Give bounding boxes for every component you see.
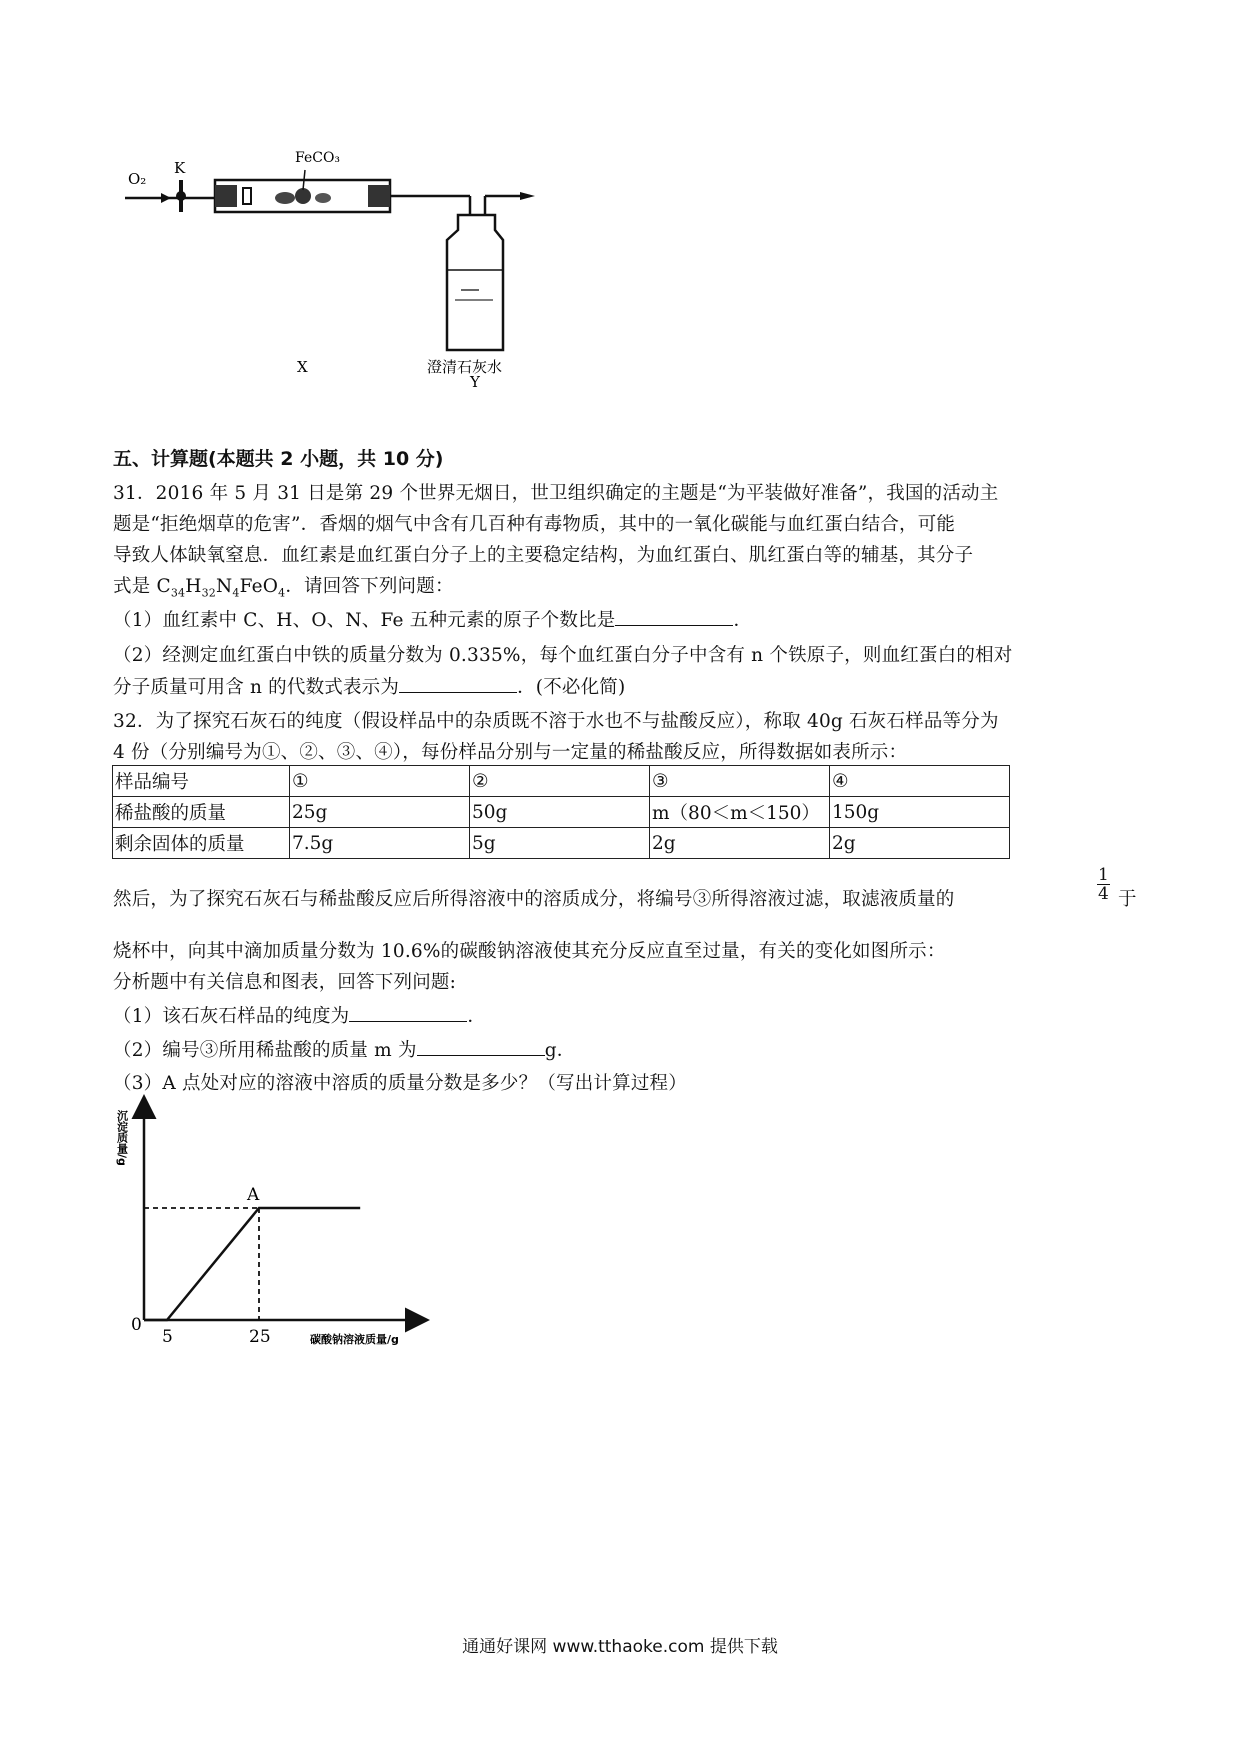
table-cell: ① xyxy=(290,766,470,797)
q31-line-4-suffix: ．请回答下列问题： xyxy=(285,576,454,597)
q32-part-1-end: ． xyxy=(467,1006,487,1027)
formula-sub-n: 4 xyxy=(232,586,240,600)
series-line xyxy=(144,1208,360,1320)
table-cell: 25g xyxy=(290,797,470,828)
table-cell: ③ xyxy=(650,766,830,797)
k-label: K xyxy=(174,159,186,177)
q31-line-2: 题是“拒绝烟草的危害”．香烟的烟气中含有几百种有毒物质，其中的一氧化碳能与血红蛋白结合，可能 xyxy=(113,514,956,535)
table-cell: 150g xyxy=(830,797,1010,828)
q31-part-2-text: 分子质量可用含 n 的代数式表示为 xyxy=(113,677,400,698)
q31-part-2-end: ．(不必化简) xyxy=(517,677,626,698)
y-axis-label: 沉淀质量/g xyxy=(115,1110,129,1166)
feco3-label: FeCO₃ xyxy=(295,150,341,166)
q32-part-1-text: （1）该石灰石样品的纯度为 xyxy=(113,1006,350,1027)
q32-after-line-1-end: 于 xyxy=(1118,889,1137,910)
q32-line-2: 4 份（分别编号为①、②、③、④），每份样品分别与一定量的稀盐酸反应，所得数据如表所示： xyxy=(113,742,908,763)
q32-part-2-text: （2）编号③所用稀盐酸的质量 m 为 xyxy=(113,1040,417,1061)
q32-line-1: 32．为了探究石灰石的纯度（假设样品中的杂质既不溶于水也不与盐酸反应），称取 40g 石灰石样品等分为 xyxy=(113,711,999,732)
formula-n: N xyxy=(216,576,233,597)
y-label: Y xyxy=(470,373,480,391)
q32-part-1 xyxy=(113,1002,486,1028)
table-cell: 2g xyxy=(830,828,1010,859)
formula-h: H xyxy=(185,576,202,597)
q31-answer-blank-1[interactable] xyxy=(615,607,733,626)
formula-feo: FeO xyxy=(239,576,279,597)
precipitate-chart xyxy=(115,1098,448,1358)
table-cell: 剩余固体的质量 xyxy=(113,828,290,859)
q31-part-2-line-1: （2）经测定血红蛋白中铁的质量分数为 0.335%，每个血红蛋白分子中含有 n 个铁原子，则血红蛋白的相对 xyxy=(113,645,1013,666)
q32-part-2 xyxy=(113,1036,575,1062)
formula-sub-c: 34 xyxy=(170,586,186,600)
table-cell: 稀盐酸的质量 xyxy=(113,797,290,828)
apparatus-diagram xyxy=(125,140,645,390)
q32-after-line-3: 分析题中有关信息和图表，回答下列问题: xyxy=(113,972,457,993)
o2-label: O₂ xyxy=(128,170,147,188)
table-row xyxy=(113,797,1010,828)
table-cell: 7.5g xyxy=(290,828,470,859)
q31-part-2-line-2 xyxy=(113,673,625,699)
q32-answer-blank-2[interactable] xyxy=(417,1037,545,1056)
q32-after-line-2: 烧杯中，向其中滴加质量分数为 10.6%的碳酸钠溶液使其充分反应直至过量，有关的变化如图所示： xyxy=(113,941,946,962)
fraction-denominator: 4 xyxy=(1098,884,1109,904)
table-cell: 样品编号 xyxy=(113,766,290,797)
table-cell: m（80＜m＜150） xyxy=(650,797,830,828)
fraction-one-quarter xyxy=(1097,866,1110,903)
table-row xyxy=(113,766,1010,797)
formula-sub-h: 32 xyxy=(201,586,216,600)
formula-prefix: 式是 C xyxy=(113,576,171,597)
q31-answer-blank-2[interactable] xyxy=(399,674,517,693)
table-cell: 2g xyxy=(650,828,830,859)
origin-label: 0 xyxy=(131,1315,142,1335)
q31-part-1-text: （1）血红素中 C、H、O、N、Fe 五种元素的原子个数比是 xyxy=(113,610,616,631)
q31-line-4 xyxy=(113,572,454,600)
table-cell: ② xyxy=(470,766,650,797)
table-row xyxy=(113,828,1010,859)
q31-line-3: 导致人体缺氧窒息．血红素是血红蛋白分子上的主要稳定结构，为血红蛋白、肌红蛋白等的辅基，其分子 xyxy=(113,545,974,566)
point-a-label: A xyxy=(247,1185,260,1205)
q32-after-line-1: 然后，为了探究石灰石与稀盐酸反应后所得溶液中的溶质成分，将编号③所得溶液过滤，取滤液质量的 xyxy=(113,889,955,910)
table-cell: ④ xyxy=(830,766,1010,797)
q31-part-1 xyxy=(113,606,752,632)
limewater-label: 澄清石灰水 xyxy=(427,358,503,376)
table-cell: 50g xyxy=(470,797,650,828)
table-cell: 5g xyxy=(470,828,650,859)
page-footer: 通通好课网 www.tthaoke.com 提供下载 xyxy=(462,1637,778,1657)
q32-answer-blank-1[interactable] xyxy=(349,1003,467,1022)
formula-sub-o: 4 xyxy=(278,586,286,600)
data-table xyxy=(112,765,1010,859)
x-label: X xyxy=(297,358,308,376)
q31-part-1-end: ． xyxy=(733,610,753,631)
q31-line-1: 31．2016 年 5 月 31 日是第 29 个世界无烟日，世卫组织确定的主题是“为平装做好准备”，我国的活动主 xyxy=(113,483,999,504)
fraction-numerator: 1 xyxy=(1098,865,1109,885)
x-tick-label: 5 xyxy=(162,1327,173,1347)
section-title: 五、计算题(本题共 2 小题，共 10 分) xyxy=(113,448,444,470)
x-axis-label: 碳酸钠溶液质量/g xyxy=(310,1333,399,1346)
q32-part-2-end: g． xyxy=(544,1040,576,1061)
q32-part-3: （3）A 点处对应的溶液中溶质的质量分数是多少？（写出计算过程） xyxy=(113,1073,687,1094)
x-tick-label: 25 xyxy=(249,1327,271,1347)
